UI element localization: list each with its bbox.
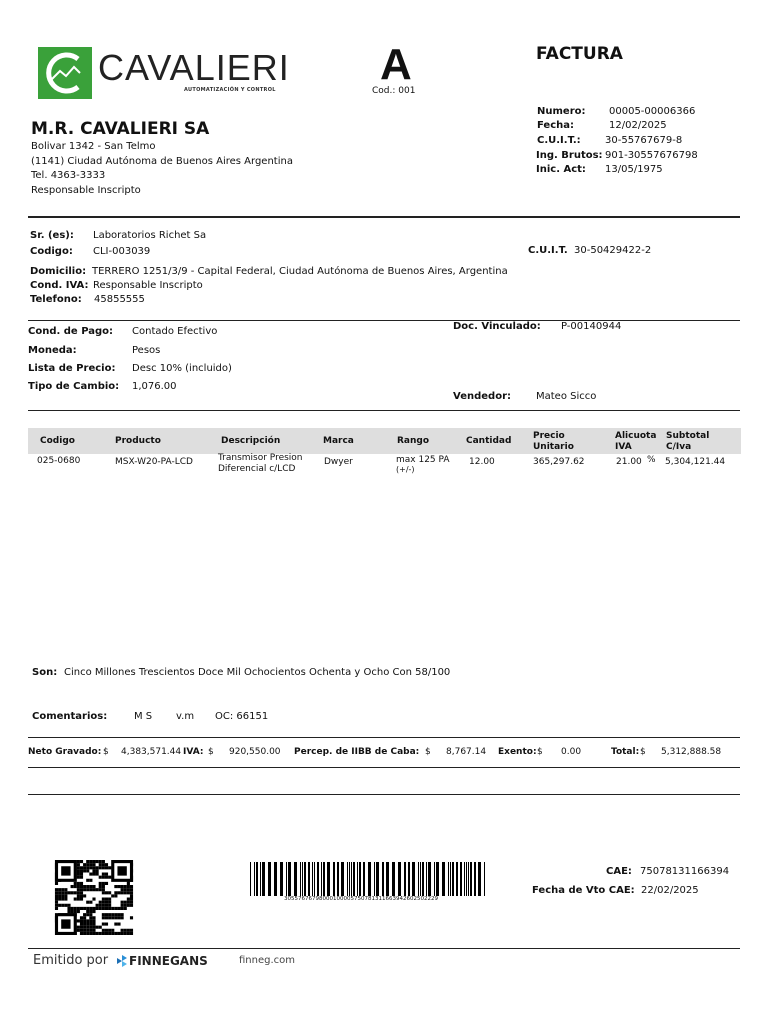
client-sr-label: Sr. (es): [30,230,74,241]
invoice-field-label: C.U.I.T.: [537,135,581,146]
qr-code-icon [54,860,134,935]
divider [28,410,740,411]
doc-type-code: Cod.: 001 [372,86,416,96]
terms-pago: Contado Efectivo [132,326,218,337]
percep-currency: $ [425,747,431,757]
divider [28,794,740,795]
percep-value: 8,767.14 [446,747,487,757]
invoice-date: 12/02/2025 [609,120,667,131]
cell-cantidad: 12.00 [469,457,495,467]
col-header-cantidad: Cantidad [466,436,512,446]
iva-value: 920,550.00 [229,747,281,757]
cell-descripcion: Transmisor Presion [218,453,303,463]
cell-alicuota-pct: % [647,455,656,465]
terms-cambio-label: Tipo de Cambio: [28,381,120,392]
total-value: 5,312,888.58 [661,747,722,757]
divider [28,948,740,949]
client-phone: 45855555 [94,294,145,305]
son-label: Son: [32,667,58,678]
neto-value: 4,383,571.44 [121,747,182,757]
terms-vendedor: Mateo Sicco [536,391,597,402]
client-domicilio: TERRERO 1251/3/9 - Capital Federal, Ciudad Autónoma de Buenos Aires, Argentina [92,266,508,277]
col-header-producto: Producto [115,436,161,446]
terms-lista: Desc 10% (incluido) [132,363,232,374]
barcode-icon [250,862,486,896]
cell-producto: MSX-W20-PA-LCD [115,457,193,467]
invoice-title: FACTURA [536,44,623,64]
terms-vinculado-label: Doc. Vinculado: [453,321,541,332]
invoice-ing-brutos: 901-30557676798 [605,150,698,161]
cell-marca: Dwyer [324,457,353,467]
invoice-number: 00005-00006366 [609,106,696,117]
company-address2: (1141) Ciudad Autónoma de Buenos Aires Argentina [31,156,293,167]
col-header-rango: Rango [397,436,430,446]
terms-lista-label: Lista de Precio: [28,363,116,374]
comentario-1: M S [134,711,153,722]
company-name: M.R. CAVALIERI SA [31,119,210,139]
divider [28,767,740,768]
exento-value: 0.00 [561,747,582,757]
cell-rango-2: (+/-) [396,465,415,474]
divider [28,737,740,738]
col-header-alicuota-sub: IVA [615,442,632,452]
col-header-subtotal-sub: C/Iva [666,442,692,452]
invoice-cuit: 30-55767679-8 [605,135,683,146]
terms-moneda-label: Moneda: [28,345,77,356]
cae-vto-label: Fecha de Vto CAE: [532,885,635,896]
client-code: CLI-003039 [93,246,151,257]
cae-vto-value: 22/02/2025 [641,885,699,896]
footer-brand: FINNEGANS [129,954,208,968]
divider [28,320,740,321]
company-tax-status: Responsable Inscripto [31,185,141,196]
col-header-codigo: Codigo [40,436,75,446]
footer-url[interactable]: finneg.com [239,955,296,966]
exento-label: Exento: [498,747,537,757]
terms-moneda: Pesos [132,345,161,356]
comentarios-label: Comentarios: [32,711,108,722]
logo-wordmark: CAVALIERI [98,47,290,88]
doc-type-letter: A [380,40,412,89]
company-logo-icon [38,47,92,99]
cae-value: 75078131166394 [640,866,730,877]
divider [28,216,740,218]
col-header-precio-sub: Unitario [533,442,574,452]
client-iva-label: Cond. IVA: [30,280,89,291]
client-domicilio-label: Domicilio: [30,266,87,277]
client-cuit: 30-50429422-2 [574,245,652,256]
terms-cambio: 1,076.00 [132,381,177,392]
son-amount-words: Cinco Millones Trescientos Doce Mil Ochocientos Ochenta y Ocho Con 58/100 [64,667,451,678]
finnegans-logo-icon [117,955,127,967]
cell-rango: max 125 PA [396,455,450,465]
col-header-precio: Precio [533,431,565,441]
neto-label: Neto Gravado: [28,747,102,757]
col-header-descripcion: Descripción [221,436,281,446]
invoice-inic-act: 13/05/1975 [605,164,663,175]
percep-label: Percep. de IIBB de Caba: [294,747,420,757]
client-name: Laboratorios Richet Sa [93,230,207,241]
col-header-marca: Marca [323,436,354,446]
cell-precio: 365,297.62 [533,457,585,467]
comentario-3: OC: 66151 [215,711,269,722]
total-label: Total: [611,747,640,757]
client-code-label: Codigo: [30,246,73,257]
barcode-digits: 30557676798000100005750781311663942602502229 [284,896,438,902]
invoice-field-label: Fecha: [537,120,575,131]
terms-vendedor-label: Vendedor: [453,391,511,402]
invoice-field-label: Inic. Act: [536,164,586,175]
col-header-subtotal: Subtotal [666,431,710,441]
client-iva: Responsable Inscripto [93,280,203,291]
cell-subtotal: 5,304,121.44 [665,457,726,467]
invoice-field-label: Ing. Brutos: [536,150,603,161]
exento-currency: $ [537,747,543,757]
col-header-alicuota: Alicuota [615,431,657,441]
iva-currency: $ [208,747,214,757]
client-phone-label: Telefono: [30,294,82,305]
cae-label: CAE: [606,866,632,877]
terms-vinculado: P-00140944 [561,321,622,332]
terms-pago-label: Cond. de Pago: [28,326,114,337]
total-currency: $ [640,747,646,757]
comentario-2: v.m [176,711,195,722]
client-cuit-label: C.U.I.T. [528,245,568,256]
cell-codigo: 025-0680 [37,456,81,466]
cell-alicuota: 21.00 [616,457,642,467]
company-address1: Bolivar 1342 - San Telmo [31,141,156,152]
footer-emitido: Emitido por [33,953,109,968]
company-phone: Tel. 4363-3333 [31,170,106,181]
cell-descripcion-2: Diferencial c/LCD [218,464,296,474]
logo-tagline: AUTOMATIZACIÓN Y CONTROL [184,87,276,93]
invoice-field-label: Numero: [537,106,586,117]
neto-currency: $ [103,747,109,757]
iva-label: IVA: [183,747,204,757]
